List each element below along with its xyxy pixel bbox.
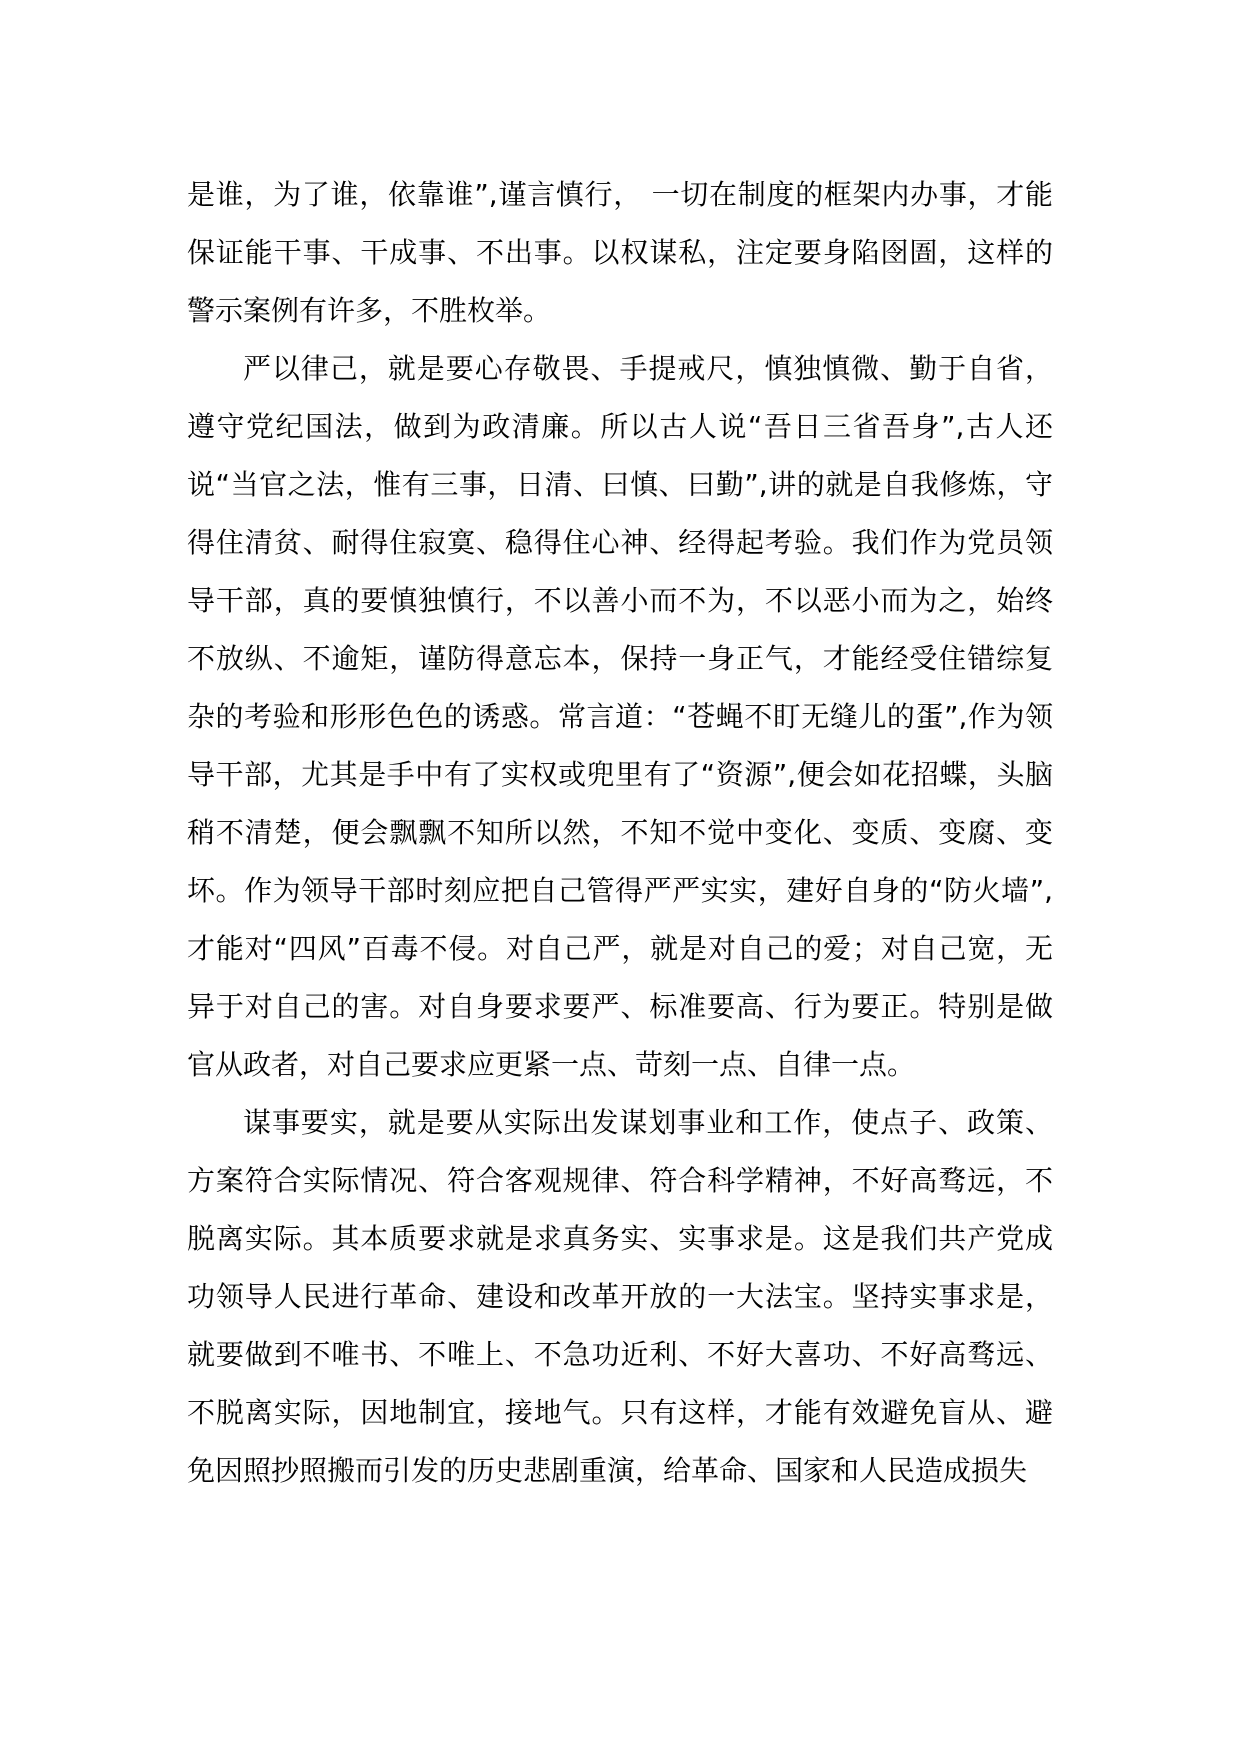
paragraph-continued: 是谁，为了谁，依靠谁”,谨言慎行， 一切在制度的框架内办事，才能保证能干事、干成事、不出事。以权谋私，注定要身陷囹圄，这样的警示案例有许多，不胜枚举。 [187, 178, 1053, 327]
paragraph-practical-planning: 谋事要实，就是要从实际出发谋划事业和工作，使点子、政策、方案符合实际情况、符合客观规律、符合科学精神，不好高骛远，不脱离实际。其本质要求就是求真务实、实事求是。这是我们共产党成功领导人民进行革命、建设和改革开放的一大法宝。坚持实事求是，就要做到不唯书、不唯上、不急功近利、不好大喜功、不好高骛远、不脱离实际，因地制宜，接地气。只有这样，才能有效避免盲从、避免因照抄照搬而引发的历史悲剧重演，给革命、国家和人民造成损失 [187, 1106, 1053, 1487]
document-body [187, 166, 1053, 1500]
paragraph-self-discipline: 严以律己，就是要心存敬畏、手提戒尺，慎独慎微、勤于自省，遵守党纪国法，做到为政清廉。所以古人说“吾日三省吾身”,古人还说“当官之法，惟有三事，日清、曰慎、曰勤”,讲的就是自我修炼，守得住清贫、耐得住寂寞、稳得住心神、经得起考验。我们作为党员领导干部，真的要慎独慎行，不以善小而不为，不以恶小而为之，始终不放纵、不逾矩，谨防得意忘本，保持一身正气，才能经受住错综复杂的考验和形形色色的诱惑。常言道：“苍蝇不盯无缝儿的蛋”,作为领导干部，尤其是手中有了实权或兜里有了“资源”,便会如花招蝶，头脑稍不清楚，便会飘飘不知所以然，不知不觉中变化、变质、变腐、变坏。作为领导干部时刻应把自己管得严严实实，建好自身的“防火墙”,才能对“四风”百毒不侵。对自己严，就是对自己的爱；对自己宽，无异于对自己的害。对自身要求要严、标准要高、行为要正。特别是做官从政者，对自己要求应更紧一点、苛刻一点、自律一点。 [187, 352, 1053, 1081]
